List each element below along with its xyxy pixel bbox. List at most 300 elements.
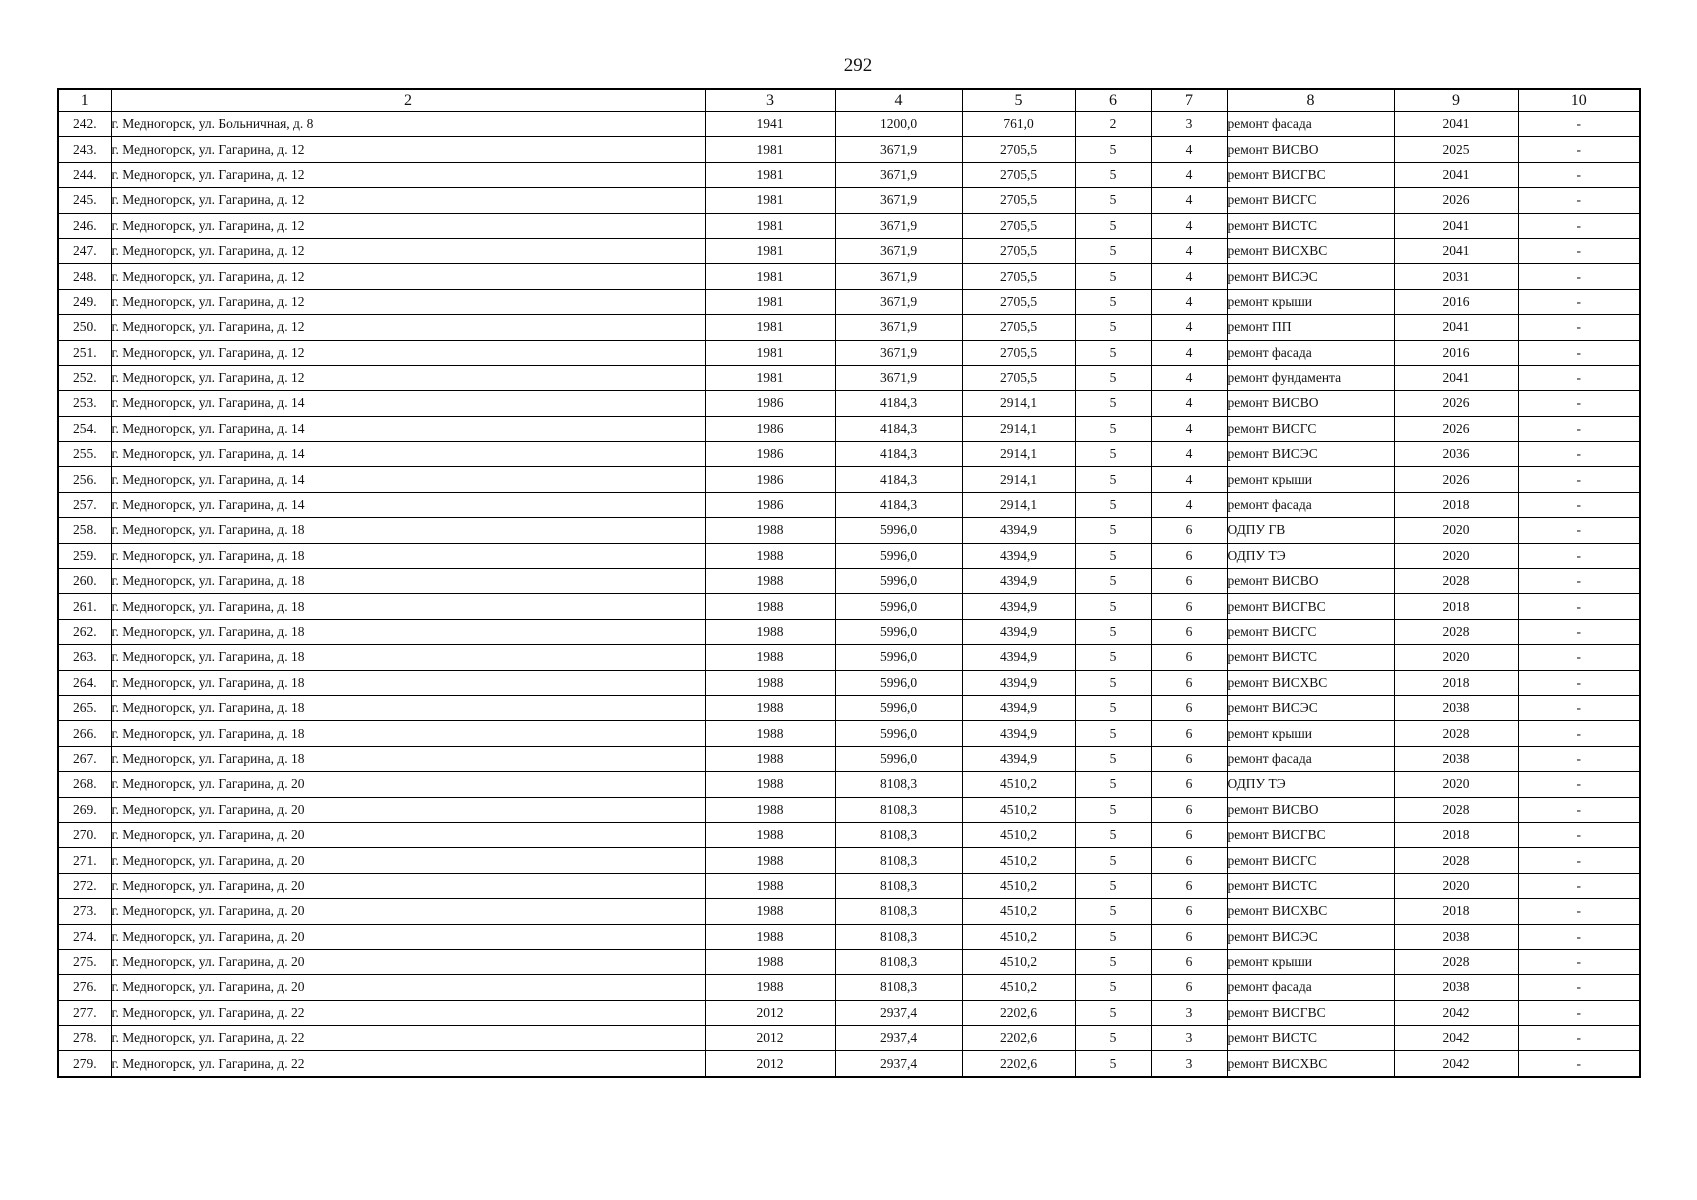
work-type-cell: ремонт крыши	[1227, 721, 1394, 746]
entrances-cell: 6	[1151, 645, 1227, 670]
planned-year-cell: 2028	[1394, 619, 1518, 644]
note-cell: -	[1518, 619, 1640, 644]
total-area-cell: 8108,3	[835, 899, 962, 924]
table-row	[58, 416, 1640, 441]
entrances-cell: 4	[1151, 467, 1227, 492]
floors-cell: 5	[1075, 391, 1151, 416]
entrances-cell: 3	[1151, 112, 1227, 137]
floors-cell: 2	[1075, 112, 1151, 137]
row-number-cell: 279.	[58, 1051, 111, 1077]
work-type-cell: ремонт ВИСТС	[1227, 645, 1394, 670]
year-cell: 1988	[705, 670, 835, 695]
total-area-cell: 5996,0	[835, 721, 962, 746]
floors-cell: 5	[1075, 924, 1151, 949]
row-number-cell: 276.	[58, 975, 111, 1000]
planned-year-cell: 2041	[1394, 365, 1518, 390]
entrances-cell: 6	[1151, 746, 1227, 771]
work-type-cell: ОДПУ ТЭ	[1227, 772, 1394, 797]
floors-cell: 5	[1075, 645, 1151, 670]
floors-cell: 5	[1075, 797, 1151, 822]
floors-cell: 5	[1075, 213, 1151, 238]
total-area-cell: 5996,0	[835, 746, 962, 771]
floors-cell: 5	[1075, 848, 1151, 873]
planned-year-cell: 2018	[1394, 899, 1518, 924]
total-area-cell: 5996,0	[835, 619, 962, 644]
year-cell: 1981	[705, 213, 835, 238]
total-area-cell: 3671,9	[835, 137, 962, 162]
row-number-cell: 266.	[58, 721, 111, 746]
work-type-cell: ремонт крыши	[1227, 467, 1394, 492]
total-area-cell: 8108,3	[835, 822, 962, 847]
row-number-cell: 250.	[58, 315, 111, 340]
entrances-cell: 6	[1151, 975, 1227, 1000]
living-area-cell: 4510,2	[962, 848, 1075, 873]
address-cell: г. Медногорск, ул. Гагарина, д. 22	[111, 1026, 705, 1051]
planned-year-cell: 2028	[1394, 949, 1518, 974]
work-type-cell: ремонт ВИСЭС	[1227, 924, 1394, 949]
row-number-cell: 261.	[58, 594, 111, 619]
row-number-cell: 247.	[58, 238, 111, 263]
table-row	[58, 213, 1640, 238]
row-number-cell: 242.	[58, 112, 111, 137]
address-cell: г. Медногорск, ул. Гагарина, д. 18	[111, 721, 705, 746]
floors-cell: 5	[1075, 746, 1151, 771]
floors-cell: 5	[1075, 492, 1151, 517]
year-cell: 1988	[705, 645, 835, 670]
floors-cell: 5	[1075, 416, 1151, 441]
address-cell: г. Медногорск, ул. Гагарина, д. 14	[111, 467, 705, 492]
note-cell: -	[1518, 746, 1640, 771]
note-cell: -	[1518, 569, 1640, 594]
floors-cell: 5	[1075, 619, 1151, 644]
work-type-cell: ремонт ВИСВО	[1227, 137, 1394, 162]
note-cell: -	[1518, 391, 1640, 416]
planned-year-cell: 2041	[1394, 112, 1518, 137]
row-number-cell: 243.	[58, 137, 111, 162]
address-cell: г. Медногорск, ул. Гагарина, д. 14	[111, 391, 705, 416]
entrances-cell: 6	[1151, 569, 1227, 594]
entrances-cell: 4	[1151, 442, 1227, 467]
entrances-cell: 4	[1151, 340, 1227, 365]
living-area-cell: 4394,9	[962, 518, 1075, 543]
row-number-cell: 269.	[58, 797, 111, 822]
note-cell: -	[1518, 289, 1640, 314]
year-cell: 1988	[705, 746, 835, 771]
floors-cell: 5	[1075, 975, 1151, 1000]
table-row	[58, 924, 1640, 949]
row-number-cell: 248.	[58, 264, 111, 289]
row-number-cell: 249.	[58, 289, 111, 314]
entrances-cell: 4	[1151, 315, 1227, 340]
planned-year-cell: 2018	[1394, 492, 1518, 517]
table-row	[58, 975, 1640, 1000]
total-area-cell: 5996,0	[835, 594, 962, 619]
capital-repair-table	[57, 88, 1641, 1078]
planned-year-cell: 2026	[1394, 416, 1518, 441]
year-cell: 1988	[705, 518, 835, 543]
note-cell: -	[1518, 467, 1640, 492]
floors-cell: 5	[1075, 467, 1151, 492]
note-cell: -	[1518, 695, 1640, 720]
entrances-cell: 4	[1151, 162, 1227, 187]
year-cell: 1988	[705, 949, 835, 974]
entrances-cell: 6	[1151, 670, 1227, 695]
year-cell: 1988	[705, 848, 835, 873]
entrances-cell: 6	[1151, 721, 1227, 746]
row-number-cell: 271.	[58, 848, 111, 873]
year-cell: 1988	[705, 594, 835, 619]
row-number-cell: 274.	[58, 924, 111, 949]
year-cell: 1981	[705, 137, 835, 162]
address-cell: г. Медногорск, ул. Больничная, д. 8	[111, 112, 705, 137]
living-area-cell: 4510,2	[962, 899, 1075, 924]
page-number: 292	[843, 55, 873, 76]
planned-year-cell: 2042	[1394, 1000, 1518, 1025]
total-area-cell: 4184,3	[835, 416, 962, 441]
work-type-cell: ремонт ВИСТС	[1227, 873, 1394, 898]
note-cell: -	[1518, 543, 1640, 568]
planned-year-cell: 2042	[1394, 1051, 1518, 1077]
table-row	[58, 848, 1640, 873]
address-cell: г. Медногорск, ул. Гагарина, д. 22	[111, 1000, 705, 1025]
entrances-cell: 6	[1151, 797, 1227, 822]
total-area-cell: 4184,3	[835, 442, 962, 467]
planned-year-cell: 2041	[1394, 238, 1518, 263]
entrances-cell: 4	[1151, 137, 1227, 162]
year-cell: 1981	[705, 162, 835, 187]
entrances-cell: 6	[1151, 924, 1227, 949]
address-cell: г. Медногорск, ул. Гагарина, д. 14	[111, 492, 705, 517]
year-cell: 1988	[705, 873, 835, 898]
address-cell: г. Медногорск, ул. Гагарина, д. 18	[111, 569, 705, 594]
note-cell: -	[1518, 899, 1640, 924]
total-area-cell: 8108,3	[835, 873, 962, 898]
entrances-cell: 6	[1151, 619, 1227, 644]
table-row	[58, 1051, 1640, 1077]
floors-cell: 5	[1075, 873, 1151, 898]
note-cell: -	[1518, 873, 1640, 898]
total-area-cell: 8108,3	[835, 949, 962, 974]
living-area-cell: 2914,1	[962, 492, 1075, 517]
address-cell: г. Медногорск, ул. Гагарина, д. 14	[111, 442, 705, 467]
entrances-cell: 4	[1151, 391, 1227, 416]
address-cell: г. Медногорск, ул. Гагарина, д. 22	[111, 1051, 705, 1077]
work-type-cell: ремонт ВИСХВС	[1227, 670, 1394, 695]
table-row	[58, 467, 1640, 492]
living-area-cell: 2705,5	[962, 188, 1075, 213]
address-cell: г. Медногорск, ул. Гагарина, д. 12	[111, 238, 705, 263]
living-area-cell: 761,0	[962, 112, 1075, 137]
year-cell: 1986	[705, 391, 835, 416]
living-area-cell: 2705,5	[962, 365, 1075, 390]
year-cell: 1988	[705, 822, 835, 847]
living-area-cell: 4394,9	[962, 543, 1075, 568]
address-cell: г. Медногорск, ул. Гагарина, д. 20	[111, 848, 705, 873]
living-area-cell: 4394,9	[962, 619, 1075, 644]
work-type-cell: ремонт ВИСГВС	[1227, 822, 1394, 847]
work-type-cell: ремонт ВИСГС	[1227, 619, 1394, 644]
column-header: 5	[962, 89, 1075, 112]
total-area-cell: 4184,3	[835, 492, 962, 517]
entrances-cell: 4	[1151, 213, 1227, 238]
total-area-cell: 3671,9	[835, 315, 962, 340]
work-type-cell: ремонт ВИСВО	[1227, 569, 1394, 594]
floors-cell: 5	[1075, 264, 1151, 289]
table-row	[58, 238, 1640, 263]
year-cell: 1981	[705, 289, 835, 314]
living-area-cell: 4510,2	[962, 822, 1075, 847]
living-area-cell: 2202,6	[962, 1000, 1075, 1025]
row-number-cell: 256.	[58, 467, 111, 492]
work-type-cell: ремонт ВИСЭС	[1227, 442, 1394, 467]
living-area-cell: 4394,9	[962, 569, 1075, 594]
row-number-cell: 267.	[58, 746, 111, 771]
year-cell: 1981	[705, 340, 835, 365]
entrances-cell: 4	[1151, 188, 1227, 213]
total-area-cell: 3671,9	[835, 188, 962, 213]
note-cell: -	[1518, 264, 1640, 289]
total-area-cell: 3671,9	[835, 340, 962, 365]
total-area-cell: 3671,9	[835, 289, 962, 314]
planned-year-cell: 2038	[1394, 695, 1518, 720]
work-type-cell: ремонт фасада	[1227, 975, 1394, 1000]
row-number-cell: 245.	[58, 188, 111, 213]
table-row	[58, 797, 1640, 822]
table-row	[58, 822, 1640, 847]
total-area-cell: 8108,3	[835, 772, 962, 797]
work-type-cell: ремонт ВИСЭС	[1227, 264, 1394, 289]
planned-year-cell: 2028	[1394, 721, 1518, 746]
table-row	[58, 899, 1640, 924]
floors-cell: 5	[1075, 188, 1151, 213]
note-cell: -	[1518, 188, 1640, 213]
note-cell: -	[1518, 1051, 1640, 1077]
work-type-cell: ремонт ВИСГВС	[1227, 162, 1394, 187]
living-area-cell: 4510,2	[962, 924, 1075, 949]
living-area-cell: 2705,5	[962, 289, 1075, 314]
row-number-cell: 278.	[58, 1026, 111, 1051]
note-cell: -	[1518, 1000, 1640, 1025]
address-cell: г. Медногорск, ул. Гагарина, д. 12	[111, 264, 705, 289]
year-cell: 1988	[705, 695, 835, 720]
total-area-cell: 3671,9	[835, 365, 962, 390]
total-area-cell: 5996,0	[835, 670, 962, 695]
planned-year-cell: 2042	[1394, 1026, 1518, 1051]
year-cell: 1988	[705, 619, 835, 644]
table-row	[58, 772, 1640, 797]
living-area-cell: 4510,2	[962, 873, 1075, 898]
column-header: 9	[1394, 89, 1518, 112]
note-cell: -	[1518, 213, 1640, 238]
entrances-cell: 6	[1151, 899, 1227, 924]
row-number-cell: 275.	[58, 949, 111, 974]
planned-year-cell: 2020	[1394, 873, 1518, 898]
year-cell: 1988	[705, 772, 835, 797]
floors-cell: 5	[1075, 1000, 1151, 1025]
planned-year-cell: 2038	[1394, 975, 1518, 1000]
entrances-cell: 6	[1151, 695, 1227, 720]
note-cell: -	[1518, 518, 1640, 543]
year-cell: 1986	[705, 416, 835, 441]
row-number-cell: 252.	[58, 365, 111, 390]
address-cell: г. Медногорск, ул. Гагарина, д. 18	[111, 645, 705, 670]
living-area-cell: 2202,6	[962, 1026, 1075, 1051]
row-number-cell: 244.	[58, 162, 111, 187]
table-row	[58, 670, 1640, 695]
row-number-cell: 268.	[58, 772, 111, 797]
row-number-cell: 273.	[58, 899, 111, 924]
address-cell: г. Медногорск, ул. Гагарина, д. 12	[111, 162, 705, 187]
living-area-cell: 2705,5	[962, 264, 1075, 289]
year-cell: 1988	[705, 721, 835, 746]
note-cell: -	[1518, 162, 1640, 187]
total-area-cell: 5996,0	[835, 695, 962, 720]
year-cell: 2012	[705, 1000, 835, 1025]
table-row	[58, 1000, 1640, 1025]
living-area-cell: 2705,5	[962, 315, 1075, 340]
address-cell: г. Медногорск, ул. Гагарина, д. 20	[111, 949, 705, 974]
work-type-cell: ремонт ВИСТС	[1227, 1026, 1394, 1051]
living-area-cell: 4394,9	[962, 645, 1075, 670]
total-area-cell: 5996,0	[835, 543, 962, 568]
total-area-cell: 3671,9	[835, 213, 962, 238]
row-number-cell: 260.	[58, 569, 111, 594]
work-type-cell: ремонт крыши	[1227, 949, 1394, 974]
table-row	[58, 543, 1640, 568]
address-cell: г. Медногорск, ул. Гагарина, д. 12	[111, 137, 705, 162]
floors-cell: 5	[1075, 289, 1151, 314]
living-area-cell: 4510,2	[962, 949, 1075, 974]
address-cell: г. Медногорск, ул. Гагарина, д. 18	[111, 619, 705, 644]
column-header: 4	[835, 89, 962, 112]
note-cell: -	[1518, 112, 1640, 137]
planned-year-cell: 2018	[1394, 822, 1518, 847]
address-cell: г. Медногорск, ул. Гагарина, д. 12	[111, 340, 705, 365]
work-type-cell: ремонт ВИСГС	[1227, 848, 1394, 873]
column-header: 2	[111, 89, 705, 112]
table-row	[58, 619, 1640, 644]
floors-cell: 5	[1075, 365, 1151, 390]
note-cell: -	[1518, 442, 1640, 467]
row-number-cell: 265.	[58, 695, 111, 720]
table-row	[58, 162, 1640, 187]
floors-cell: 5	[1075, 899, 1151, 924]
address-cell: г. Медногорск, ул. Гагарина, д. 20	[111, 772, 705, 797]
note-cell: -	[1518, 238, 1640, 263]
entrances-cell: 4	[1151, 416, 1227, 441]
total-area-cell: 8108,3	[835, 848, 962, 873]
column-header: 1	[58, 89, 111, 112]
living-area-cell: 4394,9	[962, 670, 1075, 695]
address-cell: г. Медногорск, ул. Гагарина, д. 12	[111, 289, 705, 314]
year-cell: 1986	[705, 467, 835, 492]
row-number-cell: 246.	[58, 213, 111, 238]
work-type-cell: ремонт крыши	[1227, 289, 1394, 314]
table-row	[58, 1026, 1640, 1051]
note-cell: -	[1518, 772, 1640, 797]
work-type-cell: ОДПУ ГВ	[1227, 518, 1394, 543]
table-row	[58, 137, 1640, 162]
note-cell: -	[1518, 797, 1640, 822]
note-cell: -	[1518, 1026, 1640, 1051]
note-cell: -	[1518, 924, 1640, 949]
note-cell: -	[1518, 137, 1640, 162]
planned-year-cell: 2020	[1394, 518, 1518, 543]
total-area-cell: 4184,3	[835, 391, 962, 416]
living-area-cell: 2914,1	[962, 467, 1075, 492]
living-area-cell: 2705,5	[962, 238, 1075, 263]
total-area-cell: 1200,0	[835, 112, 962, 137]
living-area-cell: 2914,1	[962, 416, 1075, 441]
living-area-cell: 2914,1	[962, 391, 1075, 416]
total-area-cell: 2937,4	[835, 1026, 962, 1051]
total-area-cell: 5996,0	[835, 569, 962, 594]
entrances-cell: 6	[1151, 949, 1227, 974]
row-number-cell: 255.	[58, 442, 111, 467]
address-cell: г. Медногорск, ул. Гагарина, д. 20	[111, 924, 705, 949]
table-body	[58, 112, 1640, 1077]
living-area-cell: 2705,5	[962, 162, 1075, 187]
floors-cell: 5	[1075, 569, 1151, 594]
address-cell: г. Медногорск, ул. Гагарина, д. 20	[111, 822, 705, 847]
floors-cell: 5	[1075, 340, 1151, 365]
planned-year-cell: 2028	[1394, 797, 1518, 822]
floors-cell: 5	[1075, 822, 1151, 847]
table-row	[58, 315, 1640, 340]
year-cell: 1988	[705, 924, 835, 949]
floors-cell: 5	[1075, 238, 1151, 263]
column-header: 7	[1151, 89, 1227, 112]
row-number-cell: 259.	[58, 543, 111, 568]
work-type-cell: ремонт ПП	[1227, 315, 1394, 340]
work-type-cell: ремонт ВИСВО	[1227, 391, 1394, 416]
address-cell: г. Медногорск, ул. Гагарина, д. 20	[111, 975, 705, 1000]
year-cell: 1988	[705, 899, 835, 924]
living-area-cell: 4394,9	[962, 721, 1075, 746]
entrances-cell: 4	[1151, 289, 1227, 314]
note-cell: -	[1518, 949, 1640, 974]
note-cell: -	[1518, 594, 1640, 619]
note-cell: -	[1518, 670, 1640, 695]
year-cell: 1981	[705, 365, 835, 390]
address-cell: г. Медногорск, ул. Гагарина, д. 18	[111, 746, 705, 771]
table-row	[58, 365, 1640, 390]
note-cell: -	[1518, 721, 1640, 746]
table-row	[58, 340, 1640, 365]
address-cell: г. Медногорск, ул. Гагарина, д. 18	[111, 543, 705, 568]
year-cell: 1981	[705, 188, 835, 213]
work-type-cell: ремонт фасада	[1227, 112, 1394, 137]
work-type-cell: ремонт ВИСХВС	[1227, 238, 1394, 263]
floors-cell: 5	[1075, 949, 1151, 974]
total-area-cell: 8108,3	[835, 975, 962, 1000]
floors-cell: 5	[1075, 594, 1151, 619]
work-type-cell: ремонт ВИСХВС	[1227, 1051, 1394, 1077]
total-area-cell: 5996,0	[835, 645, 962, 670]
year-cell: 1988	[705, 797, 835, 822]
work-type-cell: ремонт фасада	[1227, 340, 1394, 365]
floors-cell: 5	[1075, 442, 1151, 467]
planned-year-cell: 2041	[1394, 315, 1518, 340]
table-row	[58, 112, 1640, 137]
floors-cell: 5	[1075, 772, 1151, 797]
table-row	[58, 645, 1640, 670]
note-cell: -	[1518, 822, 1640, 847]
year-cell: 2012	[705, 1026, 835, 1051]
note-cell: -	[1518, 416, 1640, 441]
planned-year-cell: 2025	[1394, 137, 1518, 162]
floors-cell: 5	[1075, 670, 1151, 695]
